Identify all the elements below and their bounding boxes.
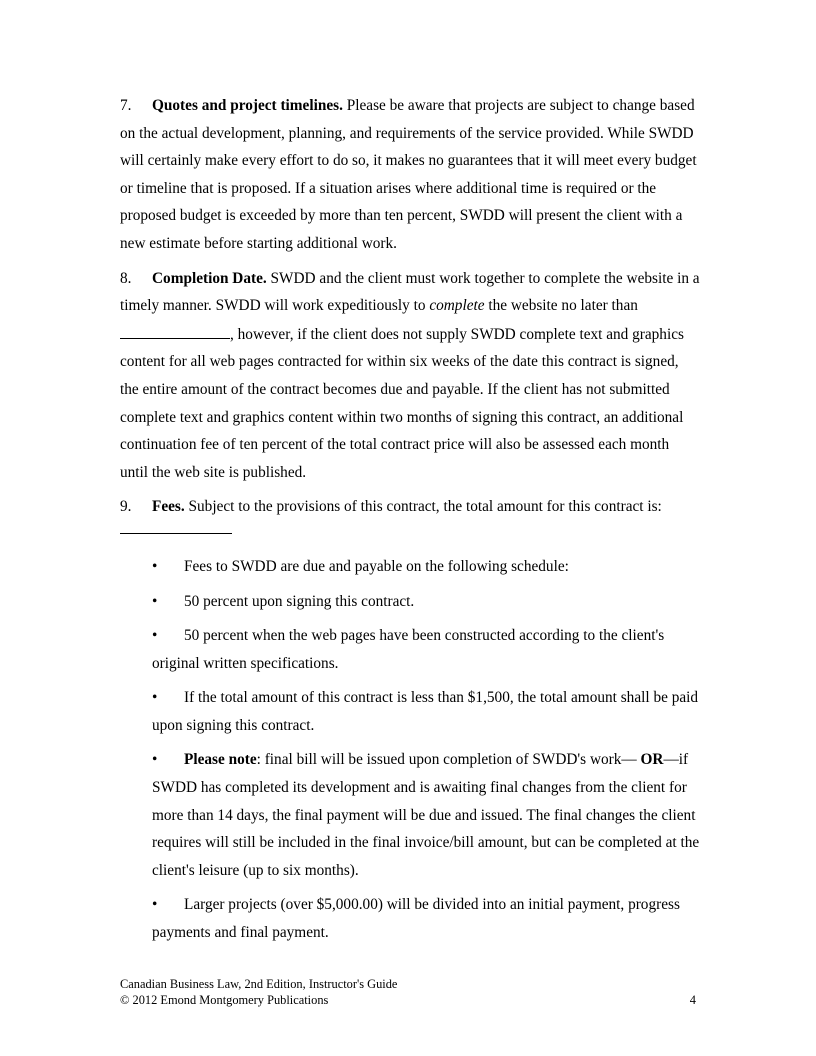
page-footer <box>120 976 696 1008</box>
section-text: SWDD and the client must work together to complete the website in a timely manner. SWDD will work expeditiously to <box>120 269 700 315</box>
or-label: OR <box>640 751 664 769</box>
section-heading: Completion Date. <box>152 269 267 287</box>
section-heading: Fees. <box>152 498 185 516</box>
list-item: • If the total amount of this contract is less than $1,500, the total amount shall be paid upon signing this contract. <box>152 689 699 734</box>
section-number: 7. <box>120 97 132 114</box>
list-item: • Please note: final bill will be issued upon completion of SWDD's work— OR—if SWDD has completed its development and is awaiting final changes from the client for more than 14 days, the final payment will be due and issued. The final changes the client requires will still be included in the final invoice/bill amount, but can be completed at the client's leisure (up to six months). <box>152 751 700 879</box>
footer-book-title: Canadian Business Law, 2nd Edition, Instructor's Guide <box>120 977 398 991</box>
list-item: • 50 percent upon signing this contract. <box>152 592 415 610</box>
section-heading: Quotes and project timelines. <box>152 97 343 114</box>
list-item: • Fees to SWDD are due and payable on the following schedule: <box>152 557 569 575</box>
footer-copyright: © 2012 Emond Montgomery Publications <box>120 993 329 1007</box>
fees-bullet-list <box>120 553 700 947</box>
section-8 <box>120 265 700 487</box>
section-9 <box>120 493 700 521</box>
italic-word: complete <box>429 297 485 315</box>
section-7 <box>120 92 700 258</box>
section-number: 9. <box>120 498 132 516</box>
note-label: Please note <box>184 751 257 769</box>
section-text: the website no later than <box>488 297 638 315</box>
section-text: Please be aware that projects are subject to change based on the actual development, planning, and requirements of the service provided. While SWDD will certainly make every effort to do so, it makes no guarantees that it will meet every budget or timeline that is proposed. If a situation arises where additional time is required or the proposed budget is exceeded by more than ten percent, SWDD will present the client with a new estimate before starting additional work. <box>120 97 697 252</box>
total-amount-blank <box>120 521 232 534</box>
page-number: 4 <box>689 993 696 1007</box>
section-text: Subject to the provisions of this contract, the total amount for this contract is: <box>188 498 662 516</box>
document-body <box>120 92 700 954</box>
section-text: , however, if the client does not supply SWDD complete text and graphics content for all web pages contracted for within six weeks of the date this contract is signed, the entire amount of the contract becomes due and payable. If the client has not submitted complete text and graphics content within two months of signing this contract, an additional continuation fee of ten percent of the total contract price will also be assessed each month until the web site is published. <box>120 325 684 481</box>
list-item: • 50 percent when the web pages have been constructed according to the client's original written specifications. <box>152 627 665 672</box>
completion-date-blank <box>120 320 230 339</box>
list-item: • Larger projects (over $5,000.00) will be divided into an initial payment, progress payments and final payment. <box>152 896 680 942</box>
section-number: 8. <box>120 269 132 287</box>
